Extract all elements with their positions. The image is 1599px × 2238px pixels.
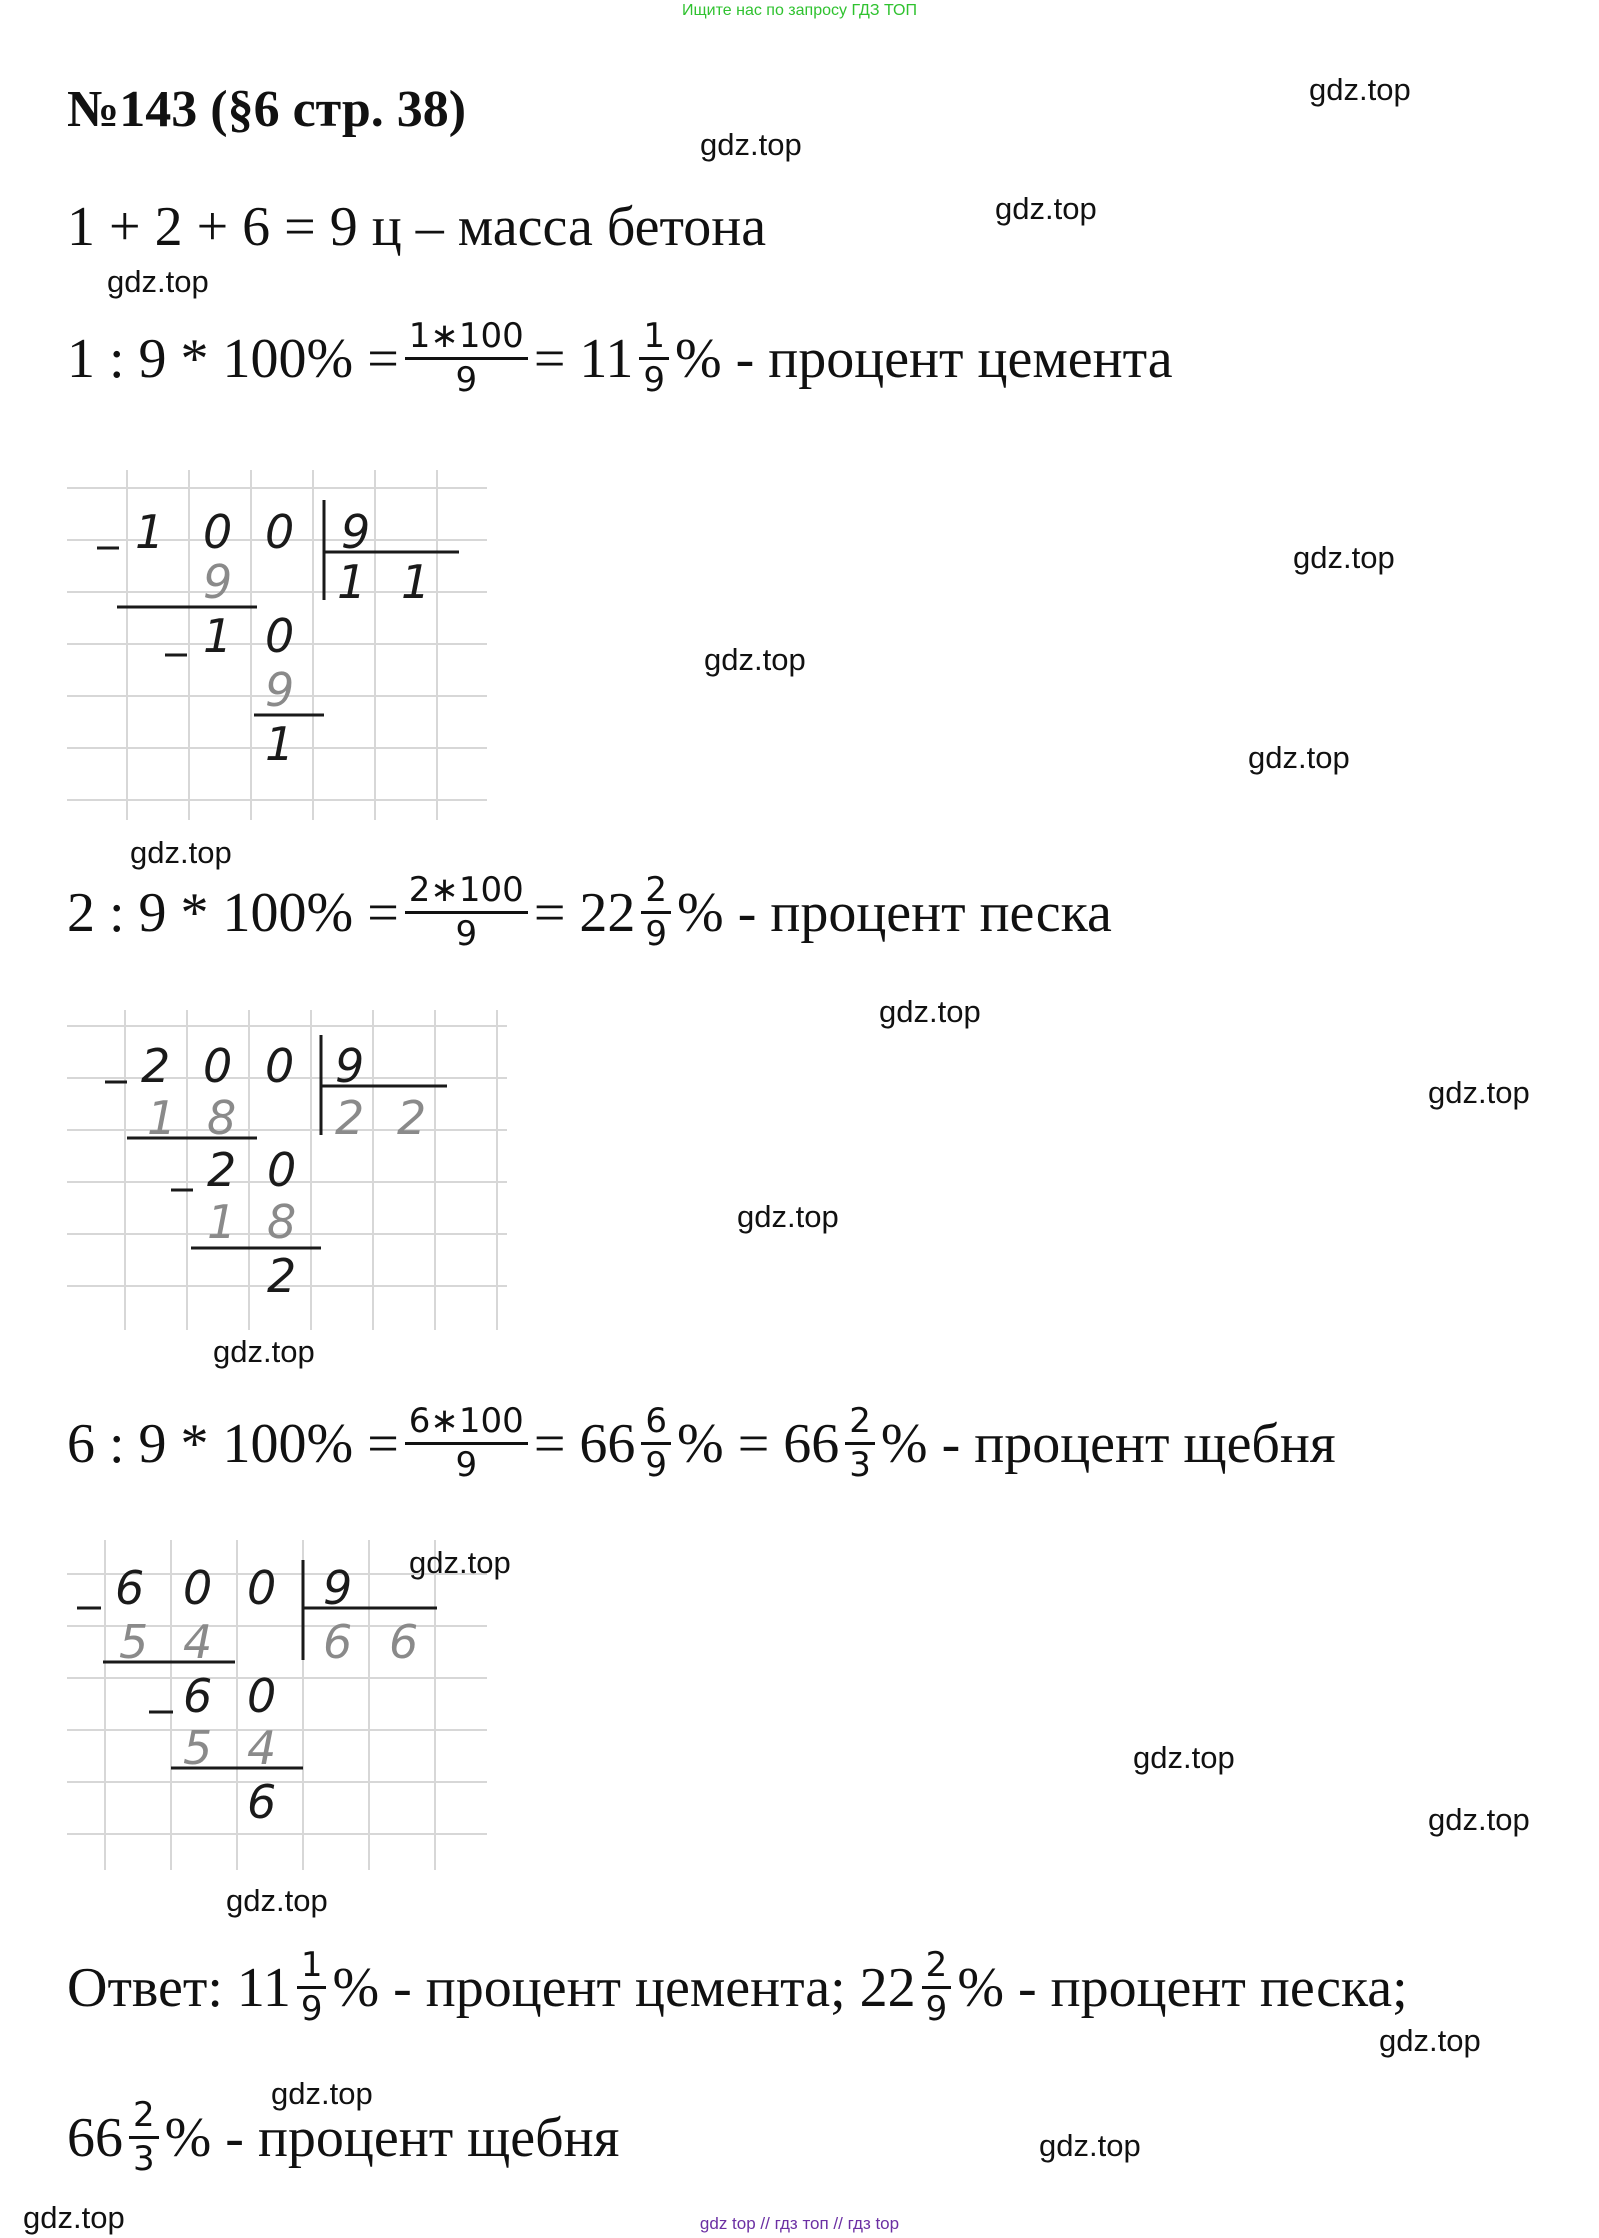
sand-mixed-numerator: 2 <box>641 872 671 914</box>
sand-fraction-denominator: 9 <box>455 914 478 955</box>
subtrahend-2-digit-1: 1 <box>207 1195 237 1249</box>
answer-gravel-fraction <box>129 2097 159 2179</box>
gravel-mid: % = 66 <box>677 1412 840 1475</box>
gravel-reduced-denominator: 3 <box>849 1445 871 1486</box>
watermark: gdz.top <box>1428 1802 1530 1837</box>
answer-sand-denominator: 9 <box>925 1989 948 2030</box>
sand-fraction-numerator: 2∗100 <box>405 872 528 914</box>
dividend-digit-2: 0 <box>203 1039 233 1093</box>
long-division-sand <box>67 1010 507 1330</box>
gravel-mixed-numerator: 6 <box>641 1403 671 1445</box>
cement-whole: = 11 <box>533 327 634 390</box>
answer-sand-numerator: 2 <box>922 1947 952 1989</box>
watermark: gdz.top <box>1379 2023 1481 2058</box>
quotient-digit-1: 6 <box>323 1615 353 1669</box>
dividend-digit-1: 2 <box>141 1039 171 1093</box>
watermark: gdz.top <box>1309 72 1411 107</box>
dividend-digit-3: 0 <box>265 505 295 559</box>
long-division-cement-svg <box>67 470 487 820</box>
watermark: gdz.top <box>226 1883 328 1918</box>
watermark: gdz.top <box>1133 1740 1235 1775</box>
divisor-digit: 9 <box>341 505 371 559</box>
watermark: gdz.top <box>409 1545 511 1580</box>
final-remainder: 1 <box>265 717 295 771</box>
answer-sand-fraction <box>922 1947 952 2029</box>
answer-gravel-denominator: 3 <box>133 2139 155 2180</box>
remainder-step-digit-2: 0 <box>267 1143 297 1197</box>
subtrahend-1-digit-1: 5 <box>119 1615 149 1669</box>
long-division-cement <box>67 470 487 820</box>
cement-lhs: 1 : 9 * 100% = <box>67 327 399 390</box>
gravel-fraction-denominator: 9 <box>455 1445 478 1486</box>
dividend-digit-1: 6 <box>115 1561 145 1615</box>
gravel-fraction <box>405 1403 528 1485</box>
divisor-digit: 9 <box>323 1561 353 1615</box>
subtrahend-2-digit-2: 8 <box>267 1195 297 1249</box>
cement-mixed-denominator: 9 <box>643 360 665 401</box>
dividend-digit-3: 0 <box>265 1039 295 1093</box>
remainder-step-digit-2: 0 <box>247 1669 277 1723</box>
watermark: gdz.top <box>737 1199 839 1234</box>
answer-sand-rest: % - процент песка; <box>957 1956 1408 2019</box>
subtrahend-1-digit-1: 1 <box>147 1091 177 1145</box>
watermark: gdz.top <box>271 2076 373 2111</box>
watermark: gdz.top <box>700 127 802 162</box>
long-division-gravel <box>67 1540 487 1870</box>
gravel-mixed-denominator: 9 <box>645 1445 668 1486</box>
remainder-step-digit-1: 2 <box>207 1143 237 1197</box>
answer-cement-rest: % - процент цемента; 22 <box>332 1956 916 2019</box>
quotient-digit-2: 6 <box>389 1615 419 1669</box>
watermark: gdz.top <box>1248 740 1350 775</box>
subtrahend-1-digit-2: 8 <box>207 1091 237 1145</box>
cement-fraction-denominator: 9 <box>455 360 478 401</box>
answer-cement-numerator: 1 <box>297 1947 327 1989</box>
answer-line-1 <box>67 1947 1408 2029</box>
divisor-digit: 9 <box>335 1039 365 1093</box>
cement-mixed-fraction <box>639 318 669 400</box>
dividend-digit-2: 0 <box>203 505 233 559</box>
sand-mixed-fraction <box>641 872 671 954</box>
dividend-digit-2: 0 <box>183 1561 213 1615</box>
gravel-reduced-fraction <box>845 1403 875 1485</box>
gravel-rest: % - процент щебня <box>880 1412 1336 1475</box>
concrete-mass-text: 1 + 2 + 6 = 9 ц – масса бетона <box>67 196 767 258</box>
answer-gravel-rest: % - процент щебня <box>164 2106 620 2169</box>
subtrahend-1: 9 <box>203 555 233 609</box>
subtrahend-2-digit-1: 5 <box>183 1721 213 1775</box>
final-remainder: 2 <box>267 1249 297 1303</box>
remainder-step-digit-1: 6 <box>183 1669 213 1723</box>
gravel-whole: = 66 <box>533 1412 636 1475</box>
gravel-percent-line <box>67 1403 1336 1485</box>
cement-fraction <box>405 318 528 400</box>
gravel-reduced-numerator: 2 <box>845 1403 875 1445</box>
quotient-digit-1: 2 <box>335 1091 365 1145</box>
cement-percent-line <box>67 318 1173 400</box>
concrete-mass-line <box>67 195 766 259</box>
sand-fraction <box>405 872 528 954</box>
answer-cement-denominator: 9 <box>300 1989 323 2030</box>
watermark: gdz.top <box>1428 1075 1530 1110</box>
answer-gravel-numerator: 2 <box>129 2097 159 2139</box>
quotient-digit-1: 1 <box>337 555 367 609</box>
dividend-digit-3: 0 <box>247 1561 277 1615</box>
cement-fraction-numerator: 1∗100 <box>405 318 528 360</box>
dividend-digit-1: 1 <box>135 505 165 559</box>
subtrahend-2-digit-2: 4 <box>247 1721 277 1775</box>
watermark: gdz.top <box>107 264 209 299</box>
sand-percent-line <box>67 872 1112 954</box>
watermark: gdz.top <box>995 191 1097 226</box>
watermark: gdz.top <box>213 1334 315 1369</box>
sand-lhs: 2 : 9 * 100% = <box>67 881 399 944</box>
answer-gravel-whole: 66 <box>67 2106 123 2169</box>
sand-whole: = 22 <box>533 881 636 944</box>
watermark: gdz.top <box>130 835 232 870</box>
long-division-gravel-svg <box>67 1540 487 1870</box>
cement-mixed-numerator: 1 <box>639 318 669 360</box>
watermark: gdz.top <box>1039 2128 1141 2163</box>
gravel-mixed-fraction <box>641 1403 671 1485</box>
remainder-step-digit-1: 1 <box>203 609 233 663</box>
problem-title: №143 (§6 стр. 38) <box>67 81 467 138</box>
answer-label: Ответ: 11 <box>67 1956 291 2019</box>
cement-rest: % - процент цемента <box>674 327 1173 390</box>
top-banner: Ищите нас по запросу ГДЗ ТОП <box>682 2 917 19</box>
long-division-sand-svg <box>67 1010 507 1330</box>
sand-rest: % - процент песка <box>677 881 1112 944</box>
sand-mixed-denominator: 9 <box>645 914 668 955</box>
subtrahend-1-digit-2: 4 <box>183 1615 213 1669</box>
gravel-lhs: 6 : 9 * 100% = <box>67 1412 399 1475</box>
watermark: gdz.top <box>1293 540 1395 575</box>
quotient-digit-2: 2 <box>397 1091 427 1145</box>
gravel-fraction-numerator: 6∗100 <box>405 1403 528 1445</box>
watermark: gdz.top <box>879 994 981 1029</box>
quotient-digit-2: 1 <box>401 555 431 609</box>
answer-cement-fraction <box>297 1947 327 2029</box>
watermark: gdz.top <box>23 2200 125 2235</box>
bottom-footer: gdz top // гдз топ // гдз top <box>699 2214 900 2233</box>
final-remainder: 6 <box>247 1775 277 1829</box>
watermark: gdz.top <box>704 642 806 677</box>
remainder-step-digit-2: 0 <box>265 609 295 663</box>
subtrahend-2: 9 <box>265 663 295 717</box>
